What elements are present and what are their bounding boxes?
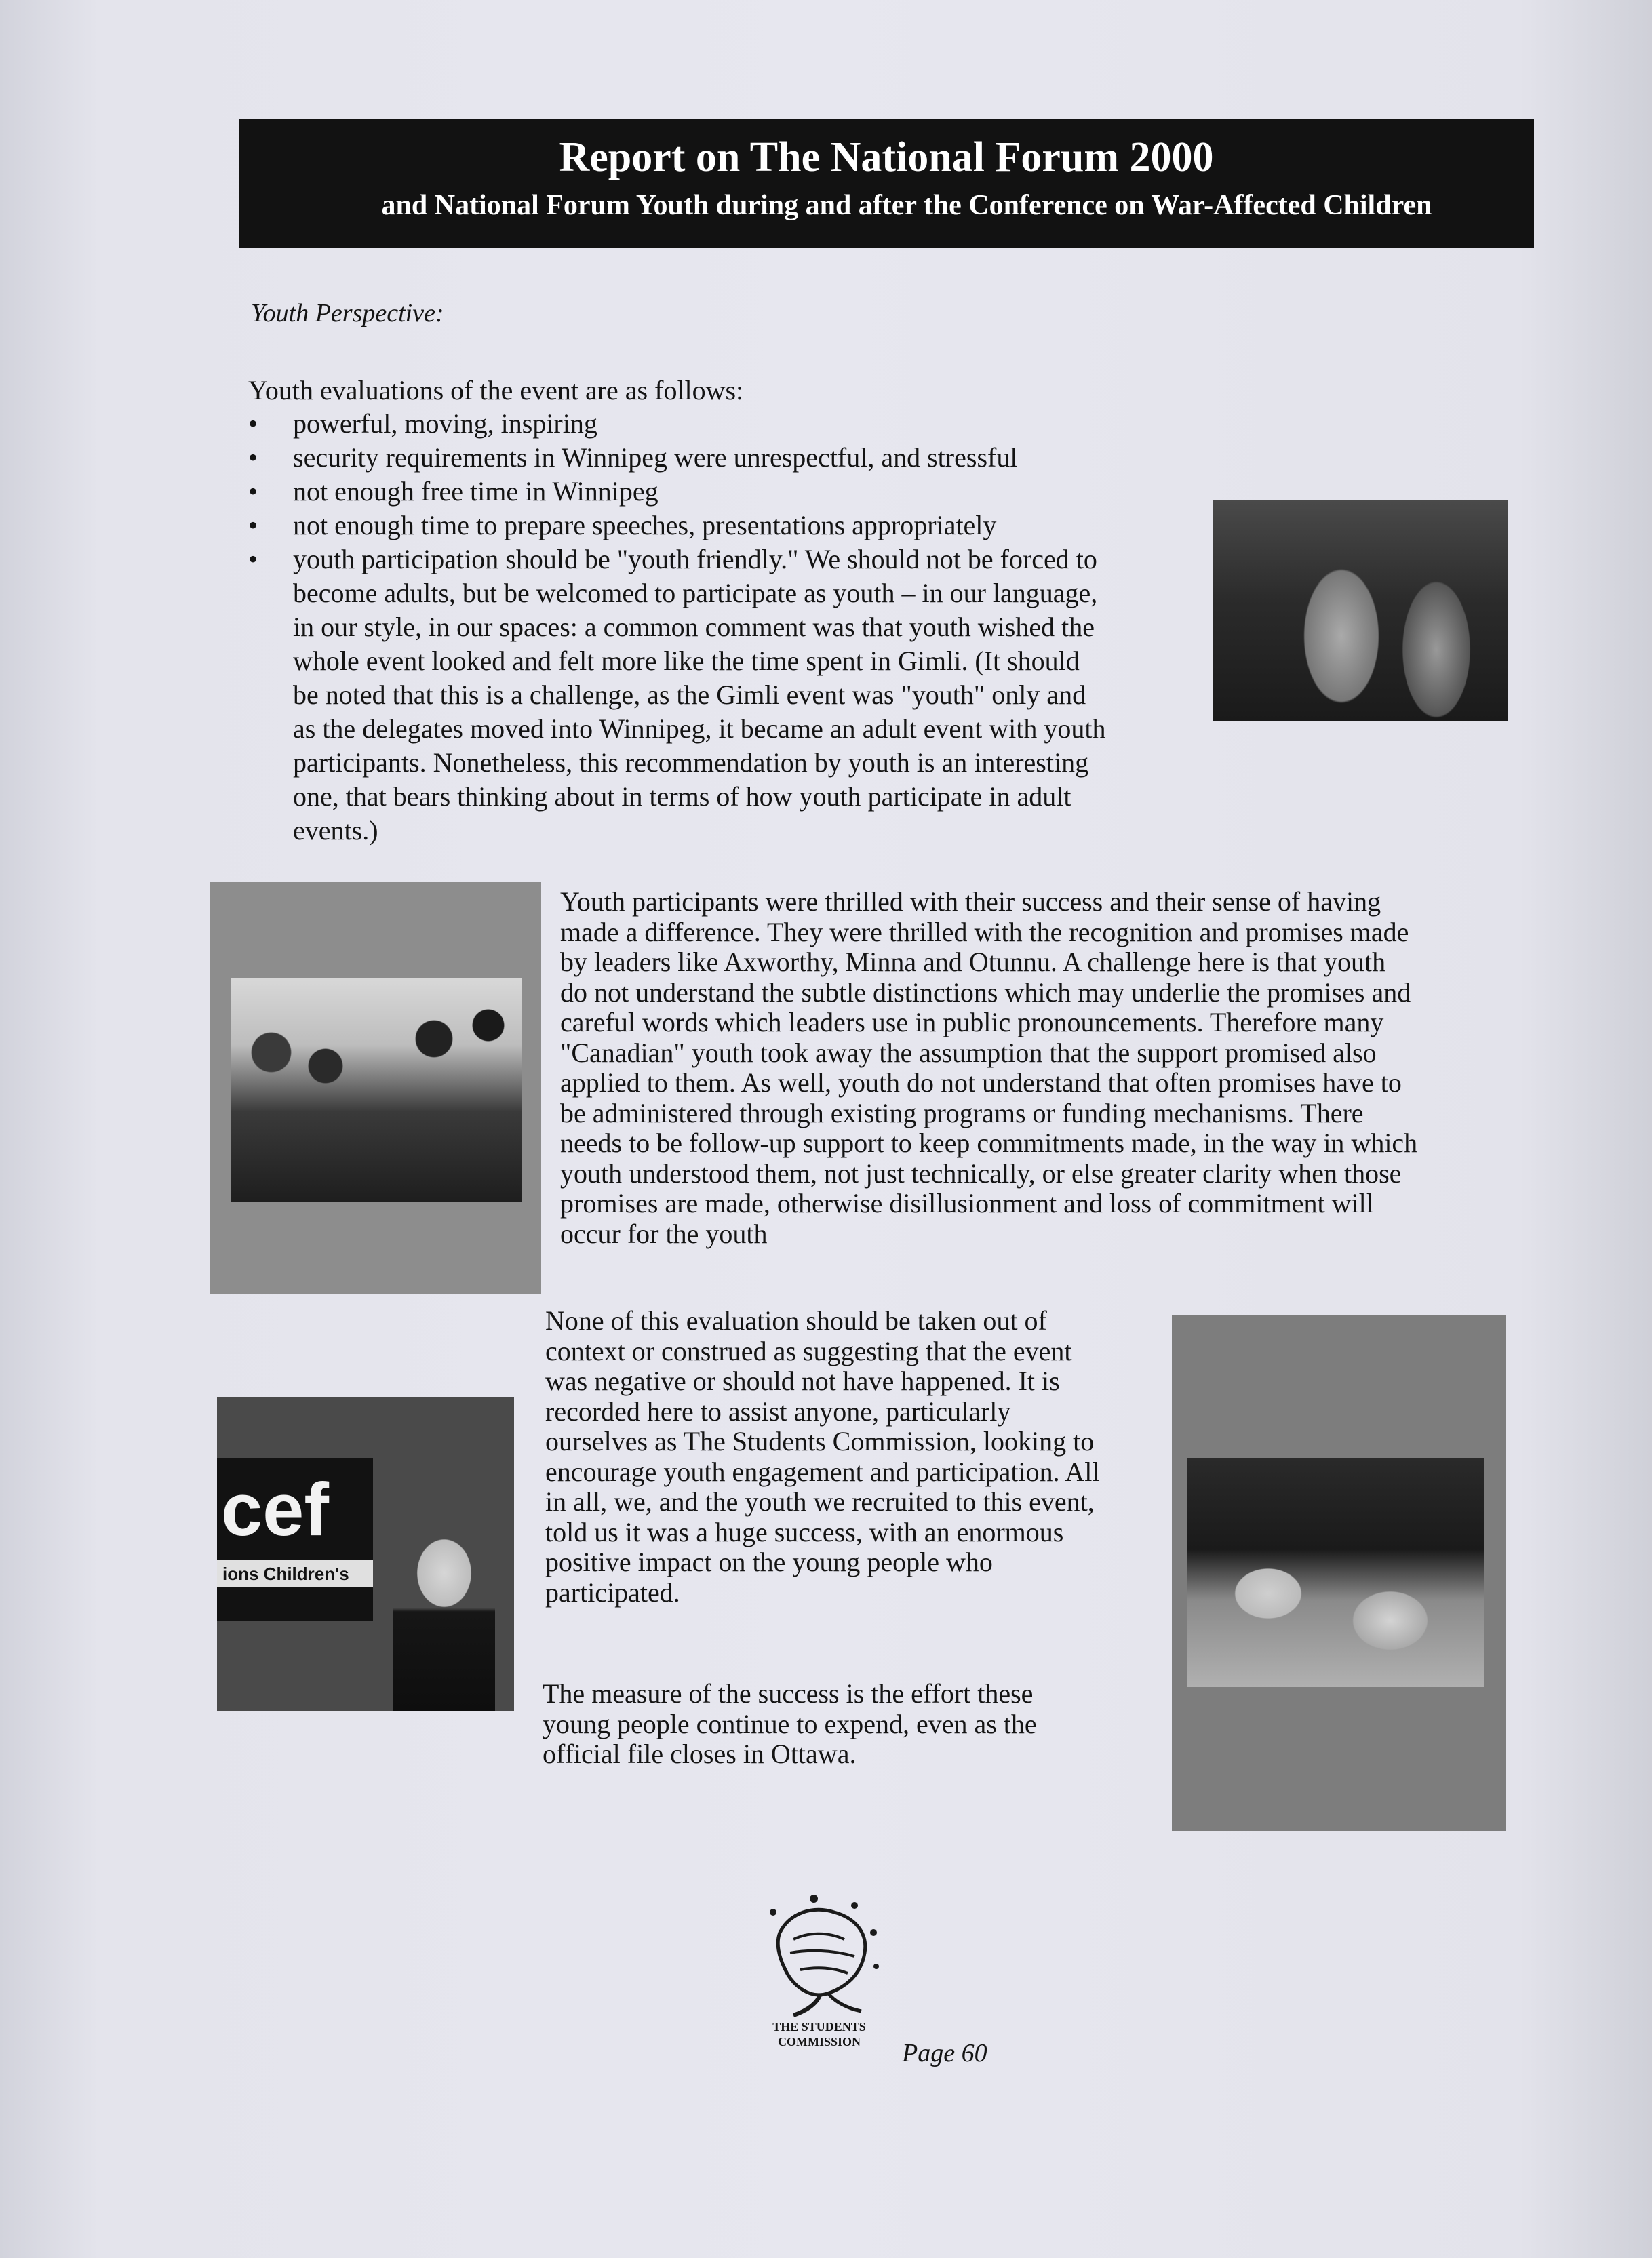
photo-delegates-seated	[210, 882, 541, 1294]
students-commission-logo-icon	[753, 1885, 888, 2027]
list-item-text: security requirements in Winnipeg were unrespectful, and stressful	[293, 442, 1018, 473]
banner-subtext: ions Children's	[222, 1564, 349, 1584]
list-item-text: not enough time to prepare speeches, presentations appropriately	[293, 510, 997, 540]
list-item-text: youth participation should be "youth friendly." We should not be forced to become adults, but be welcomed to participate as youth – in our language, in our style, in our spaces: a common comment was that youth wished the whole event looked and felt more like the time spent in Gimli. (It should be noted that this is a challenge, as the Gimli event was "youth" only and as the delegates moved into Winnipeg, it became an adult event with youth participants. Nonetheless, this recommendation by youth is an interesting one, that bears thinking about in terms of how youth participate in adult events.)	[293, 544, 1106, 846]
paragraph-measure-of-success: The measure of the success is the effort these young people continue to expend, even as the official file closes in Ottawa.	[543, 1678, 1037, 1769]
list-item	[248, 441, 1198, 475]
logo-text: THE STUDENTS COMMISSION	[772, 2020, 866, 2048]
list-item	[248, 407, 1198, 441]
banner-text: cef	[221, 1468, 329, 1551]
list-item	[248, 475, 1198, 509]
photo-crowd	[1213, 500, 1508, 721]
photo-speaker-banner	[217, 1397, 514, 1711]
paragraph-evaluation-context: None of this evaluation should be taken out of context or construed as suggesting that the event was negative or should not have happened. It is recorded here to assist anyone, particularly ourselves as The Students Commission, looking to encourage youth engagement and participation. All in all, we, and the youth we recruited to this event, told us it was a huge success, with an enormous positive impact on the young people who participated.	[545, 1305, 1100, 1608]
evaluation-list	[248, 407, 1198, 848]
section-heading: Youth Perspective:	[251, 299, 444, 328]
evaluations-intro: Youth evaluations of the event are as follows:	[248, 375, 744, 405]
paragraph-youth-thrilled: Youth participants were thrilled with their success and their sense of having made a difference. They were thrilled with the recognition and promises made by leaders like Axworthy, Minna and Otunnu. A challenge here is that youth do not understand the subtle distinctions which may underlie the promises and careful words which leaders use in public pronouncements. Therefore many "Canadian" youth took away the assumption that the support promised also applied to them. As well, youth do not understand that often promises have to be administered through existing programs or funding mechanisms. There needs to be follow-up support to keep commitments made, in the way in which youth understood them, not just technically, or else greater clarity when those promises are made, otherwise disillusionment and loss of commitment will occur for the youth	[560, 886, 1418, 1249]
list-item	[248, 542, 1215, 848]
speaker-figure	[393, 1512, 495, 1711]
report-title: Report on The National Forum 2000	[559, 134, 1214, 180]
bullet-icon: •	[248, 544, 258, 574]
photo-artwork	[1172, 1315, 1506, 1831]
list-item-text: powerful, moving, inspiring	[293, 408, 597, 439]
photo-artwork-image	[1187, 1458, 1484, 1687]
list-item	[248, 509, 1198, 542]
bullet-icon: •	[248, 442, 258, 473]
bullet-icon: •	[248, 408, 258, 439]
list-item-text: not enough free time in Winnipeg	[293, 476, 658, 507]
bullet-icon: •	[248, 476, 258, 507]
header-banner	[239, 119, 1534, 248]
photo-delegates-image	[231, 978, 522, 1202]
report-subtitle: and National Forum Youth during and after the Conference on War-Affected Children	[381, 190, 1432, 221]
bullet-icon: •	[248, 510, 258, 540]
page-number: Page 60	[902, 2039, 987, 2067]
